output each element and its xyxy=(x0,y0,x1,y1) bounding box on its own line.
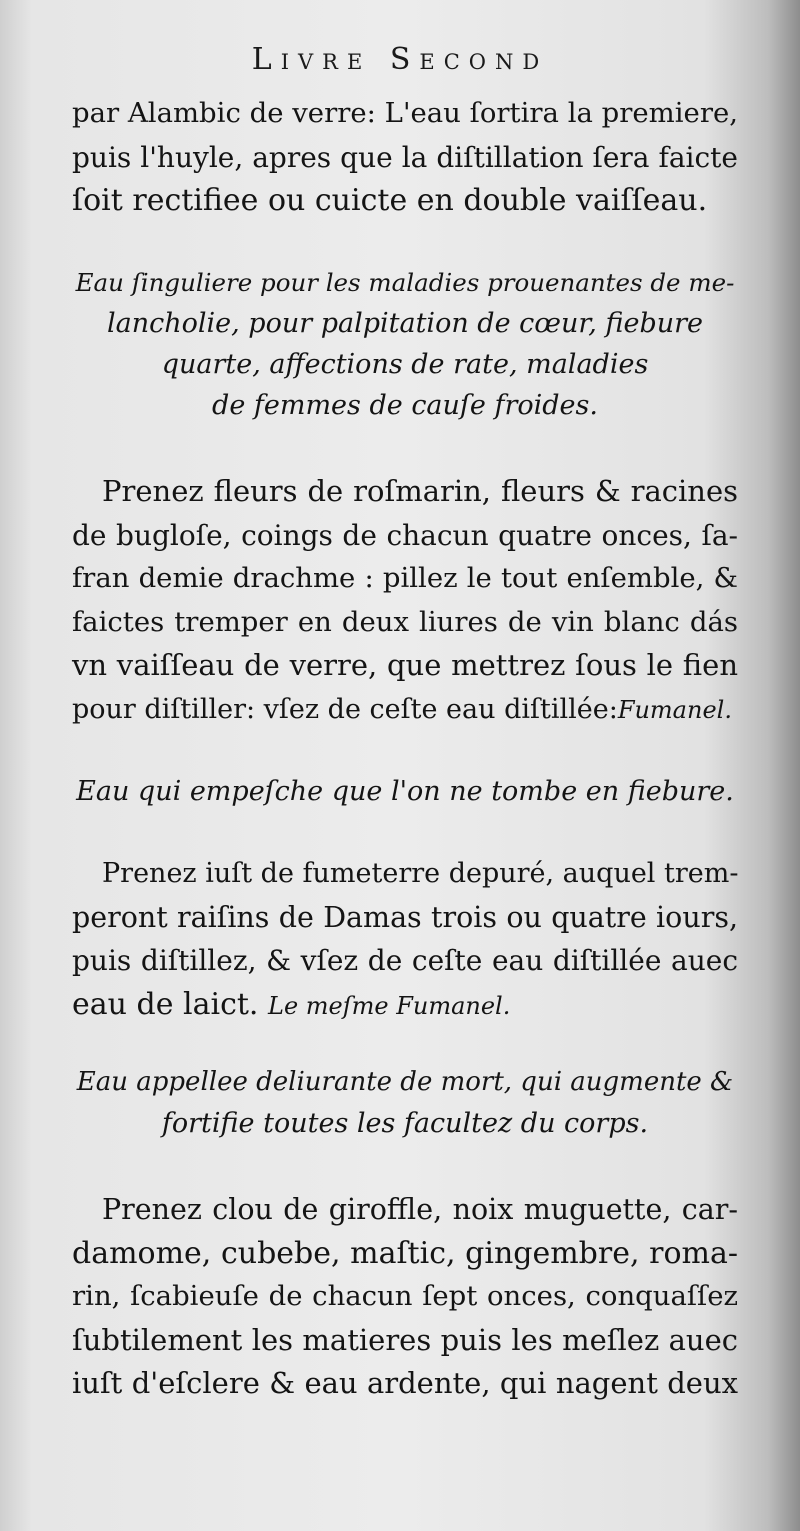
text-line: de bugloſe, coings de chacun quatre onces, ſa- xyxy=(72,518,738,552)
heading-line: lancholie, pour palpitation de cœur, fiebure xyxy=(106,308,704,339)
top-paragraph xyxy=(72,92,738,223)
heading-deliverance-water xyxy=(72,1062,738,1144)
paragraph-rosemary-recipe xyxy=(72,470,738,732)
author-attribution: Le meſme Fumanel. xyxy=(268,991,511,1020)
text-line xyxy=(72,983,738,1029)
paragraph-clove-recipe xyxy=(72,1188,738,1406)
text-line: ſubtilement les matieres puis les meſlez auec xyxy=(72,1322,738,1357)
heading-line: Eau ſinguliere pour les maladies prouenantes de me- xyxy=(75,268,735,297)
heading-line: fortifie toutes les facultez du corps. xyxy=(161,1108,649,1139)
heading-line: Eau appellee deliurante de mort, qui augmente & xyxy=(76,1067,734,1097)
text-line: damome, cubebe, maſtic, gingembre, roma- xyxy=(72,1235,738,1271)
text-line: vn vaiſſeau de verre, que mettrez ſous le fien xyxy=(72,648,738,682)
text-fragment: pour diſtiller: vſez de ceſte eau diſtillée: xyxy=(72,693,618,725)
text-line: puis diſtillez, & vſez de ceſte eau diſtillée auec xyxy=(72,944,738,977)
text-line: rin, ſcabieuſe de chacun ſept onces, conquaſſez xyxy=(72,1280,738,1312)
text-fragment: eau de laict. xyxy=(72,986,259,1022)
text-line: fran demie drachme : pillez le tout enſemble, & xyxy=(72,562,738,594)
text-line: ſoit rectifiee ou cuicte en double vaiſſeau. xyxy=(72,183,708,218)
text-line: faictes tremper en deux liures de vin blanc dás xyxy=(72,605,738,638)
text-line xyxy=(72,688,738,733)
text-line: Prenez iuſt de fumeterre depuré, auquel trem- xyxy=(102,858,739,889)
heading-line: quarte, affections de rate, maladies xyxy=(161,349,649,380)
text-line: Prenez fleurs de roſmarin, fleurs & racines xyxy=(102,474,738,508)
author-attribution: Fumanel. xyxy=(617,695,732,724)
heading-line: de femmes de cauſe froides. xyxy=(212,390,598,421)
heading-fever-prevention: Eau qui empeſche que l'on ne tombe en fiebure. xyxy=(76,776,734,807)
running-head: Livre Second xyxy=(251,42,549,77)
text-line: puis l'huyle, apres que la diſtillation ſera faicte xyxy=(72,140,738,174)
text-line: Prenez clou de giroffle, noix muguette, car- xyxy=(102,1193,738,1226)
heading-melancholy-water xyxy=(72,262,738,426)
paragraph-fumitory-recipe xyxy=(72,852,738,1028)
text-line: peront raiſins de Damas trois ou quatre iours, xyxy=(72,900,738,934)
text-line: iuſt d'eſclere & eau ardente, qui nagent deux xyxy=(72,1366,738,1400)
text-line: par Alambic de verre: L'eau ſortira la premiere, xyxy=(72,97,738,129)
